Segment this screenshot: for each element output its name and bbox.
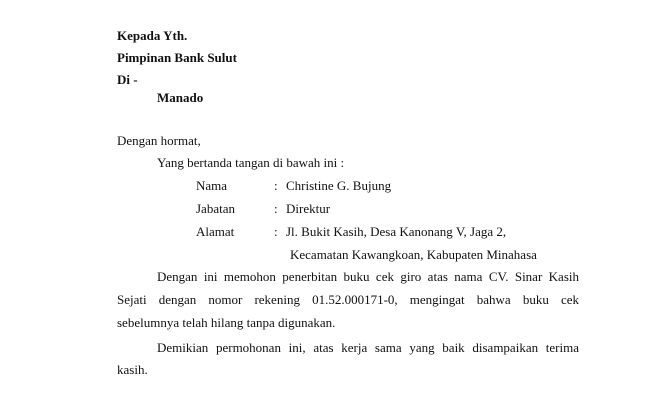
body-p1-line3: sebelumnya telah hilang tanpa digunakan. <box>117 315 336 330</box>
field-sep-jabatan: : <box>274 201 278 216</box>
salutation-to: Kepada Yth. <box>117 28 188 43</box>
field-value-jabatan: Direktur <box>286 201 331 216</box>
body-p1-line2 <box>117 292 579 308</box>
field-label-jabatan: Jabatan <box>196 201 235 216</box>
body-p2-line1-text: Demikian permohonan ini, atas kerja sama yang baik disampaikan terima <box>157 340 579 355</box>
address-continuation: Kecamatan Kawangkoan, Kabupaten Minahasa <box>290 247 537 262</box>
intro-line: Yang bertanda tangan di bawah ini : <box>157 155 345 170</box>
greeting: Dengan hormat, <box>117 133 201 148</box>
recipient-name: Pimpinan Bank Sulut <box>117 50 237 65</box>
field-sep-nama: : <box>274 178 278 193</box>
field-value-nama: Christine G. Bujung <box>286 178 392 193</box>
recipient-city: Manado <box>157 90 204 105</box>
body-p1-line1 <box>157 269 579 285</box>
field-label-nama: Nama <box>196 178 228 193</box>
body-p2-line1 <box>157 340 579 356</box>
body-p2-line2: kasih. <box>117 362 148 377</box>
recipient-di: Di - <box>117 72 138 87</box>
body-p1-line2-text: Sejati dengan nomor rekening 01.52.000171-0, mengingat bahwa buku cek <box>117 292 579 307</box>
field-value-alamat: Jl. Bukit Kasih, Desa Kanonang V, Jaga 2, <box>286 224 507 239</box>
field-label-alamat: Alamat <box>196 224 235 239</box>
body-p1-line1-text: Dengan ini memohon penerbitan buku cek giro atas nama CV. Sinar Kasih <box>157 269 579 284</box>
field-sep-alamat: : <box>274 224 278 239</box>
